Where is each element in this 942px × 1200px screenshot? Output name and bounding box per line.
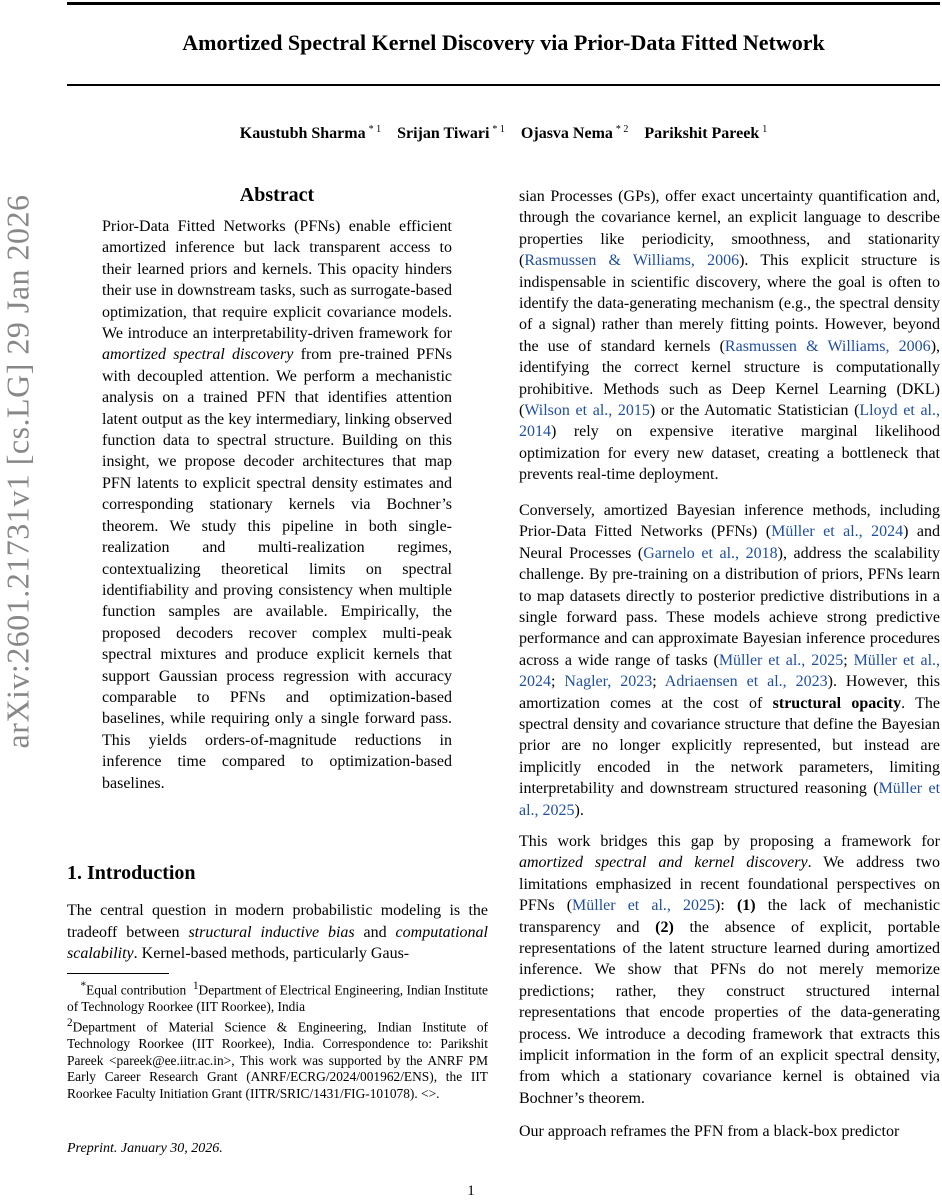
- author-3: [521, 125, 628, 142]
- author-4: [644, 125, 767, 142]
- author-affiliation: * 1: [368, 124, 382, 135]
- author-1: [240, 125, 381, 142]
- arxiv-identifier: arXiv:2601.21731v1 [cs.LG] 29 Jan 2026: [0, 194, 36, 749]
- body-paragraph-gp: sian Processes (GPs), offer exact uncertainty quantification and, through the covariance kernel, an explicit language to describe properties like periodicity, smoothness, and stationarity (Rasmussen & Williams, 2006). This explicit structure is indispensable in scientific discovery, where the goal is often to identify the data-generating mechanism (e.g., the spectral density of a signal) rather than merely fitting points. However, beyond the use of standard kernels (Rasmussen & Williams, 2006), identifying the correct kernel structure is computationally prohibitive. Methods such as Deep Kernel Learning (DKL) (Wilson et al., 2015) or the Automatic Statistician (Lloyd et al., 2014) rely on expensive iterative marginal likelihood optimization for every new dataset, creating a bottleneck that prevents real-time deployment.: [519, 188, 941, 484]
- citation-link[interactable]: Nagler, 2023: [564, 673, 653, 691]
- author-2: [397, 125, 505, 142]
- citation-link[interactable]: Müller et al., 2025: [519, 780, 941, 819]
- abstract-body: Prior-Data Fitted Networks (PFNs) enable efficient amortized inference but lack transparent access to their learned priors and kernels. This opacity hinders their use in downstream tasks, such as surrogate-based optimization, that require explicit covariance models. We introduce an interpretability-driven framework for amortized spectral discovery from pre-trained PFNs with decoupled attention. We perform a mechanistic analysis on a trained PFN that identifies attention latent output as the key intermediary, linking observed function data to spectral structure. Building on this insight, we propose decoder architectures that map PFN latents to explicit spectral density estimates and corresponding stationary kernels via Bochner’s theorem. We study this pipeline in both single-realization and multi-realization regimes, contextualizing theoretical limits on spectral identifiability and proving consistency when multiple function samples are available. Empirically, the proposed decoders recover complex multi-peak spectral mixtures and produce explicit kernels that support Gaussian process regression with accuracy comparable to PFNs and optimization-based baselines, while requiring only a single forward pass. This yields orders-of-magnitude reductions in inference time compared to optimization-based baselines.: [102, 218, 453, 792]
- preprint-note: Preprint. January 30, 2026.: [67, 1141, 223, 1156]
- footnote: *Equal contribution $^1$Department of Electrical Engineering, Indian Institute of Technology Roorkee (IIT Roorkee), India $^2$Department of Material Science & Engineering, Indian Institute of Technology Roorkee (IIT Roorkee), India. Correspondence to: Parikshit Pareek <pareek@ee.iitr.ac.in>, This work was supported by the ANRF PM Early Career Research Grant (ANRF/ECRG/2024/001962/ENS), the IIT Roorkee Faculty Initiation Grant (IITR/SRIC/1431/FIG-101078). <>.: [67, 980, 488, 1101]
- citation-link[interactable]: Rasmussen & Williams, 2006: [524, 252, 740, 270]
- footnote-rule: [67, 973, 169, 974]
- author-affiliation: * 2: [615, 124, 629, 135]
- citation-link[interactable]: Müller et al., 2025: [572, 897, 716, 915]
- page-number: 1: [467, 1183, 475, 1199]
- citation-link[interactable]: Lloyd et al., 2014: [519, 402, 940, 441]
- citation-link[interactable]: Garnelo et al., 2018: [643, 544, 778, 562]
- author-affiliation: 1: [762, 124, 768, 135]
- citation-link[interactable]: Müller et al., 2024: [519, 651, 941, 691]
- title-rule-bottom: [67, 84, 940, 86]
- citation-link[interactable]: Müller et al., 2025: [718, 651, 844, 669]
- section-heading-introduction: 1. Introduction: [67, 862, 196, 884]
- author-name: Kaustubh Sharma: [239, 125, 366, 143]
- introduction-paragraph: The central question in modern probabilistic modeling is the tradeoff between structural inductive bias and computational scalability. Kernel-based methods, particularly Gaus-: [67, 902, 488, 962]
- citation-link[interactable]: Müller et al., 2024: [771, 523, 904, 541]
- citation-link[interactable]: Rasmussen & Williams, 2006: [724, 337, 931, 355]
- body-paragraph-contribution: This work bridges this gap by proposing a framework for amortized spectral and kernel discovery. We address two limitations emphasized in recent foundational perspectives on PFNs (Müller et al., 2025): (1) the lack of mechanistic transparency and (2) the absence of explicit, portable representations of the latent structure learned during amortized inference. We show that PFNs do not merely memorize predictions; rather, they construct structured internal representations that encode properties of the data-generating process. We introduce a decoding framework that extracts this implicit information in the form of an explicit spectral density, from which a stationary covariance kernel is obtained via Bochner’s theorem.: [519, 833, 941, 1107]
- abstract-heading: Abstract: [239, 184, 315, 206]
- body-paragraph-amortized: Conversely, amortized Bayesian inference methods, including Prior-Data Fitted Networks (PFNs) (Müller et al., 2024) and Neural Processes (Garnelo et al., 2018), address the scalability challenge. By pre-training on a distribution of priors, PFNs learn to map datasets directly to posterior predictive distributions in a single forward pass. These models achieve strong predictive performance and can approximate Bayesian inference procedures across a wide range of tasks (Müller et al., 2025; Müller et al., 2024; Nagler, 2023; Adriaensen et al., 2023). However, this amortization comes at the cost of structural opacity. The spectral density and covariance structure that define the Bayesian prior are no longer explicitly represented, but instead are implicitly encoded in the network parameters, limiting interpretability and downstream structured reasoning (Müller et al., 2025).: [519, 502, 941, 819]
- title-rule-top: [67, 2, 940, 5]
- body-paragraph-approach: Our approach reframes the PFN from a black-box predictor: [519, 1123, 900, 1140]
- citation-link[interactable]: Wilson et al., 2015: [524, 402, 650, 420]
- author-name: Parikshit Pareek: [644, 125, 760, 143]
- author-affiliation: * 1: [492, 124, 505, 135]
- author-name: Ojasva Nema: [520, 125, 613, 143]
- paper-title: Amortized Spectral Kernel Discovery via Prior-Data Fitted Network: [182, 30, 825, 55]
- author-name: Srijan Tiwari: [397, 125, 490, 143]
- author-list: [67, 124, 940, 143]
- citation-link[interactable]: Adriaensen et al., 2023: [664, 673, 828, 691]
